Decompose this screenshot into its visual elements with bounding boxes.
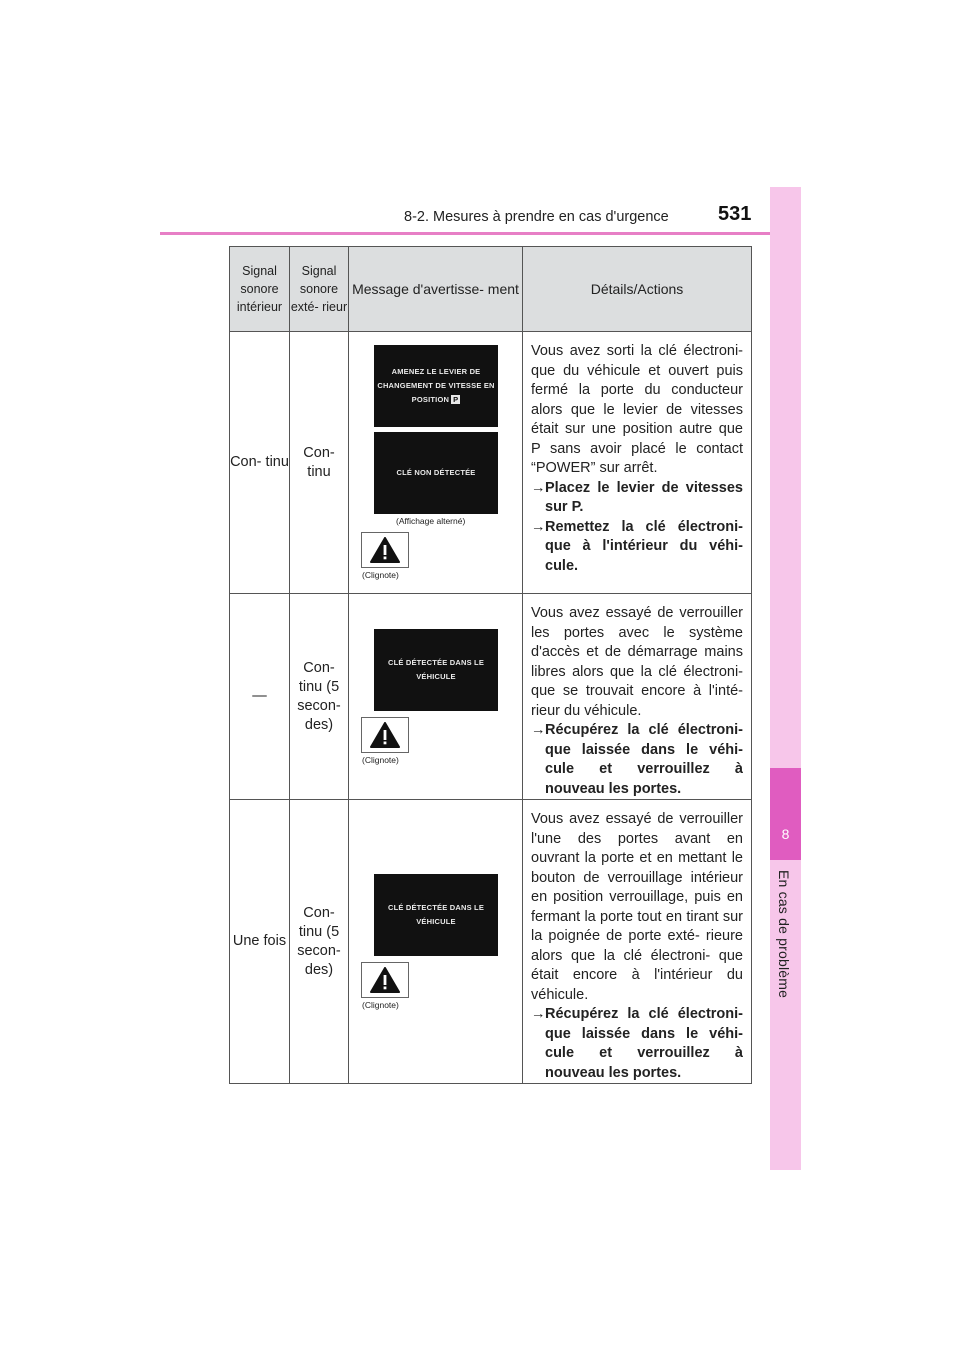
table-row [230, 594, 752, 800]
action-item [531, 479, 743, 518]
display-screen [374, 874, 498, 956]
table-row [230, 332, 752, 594]
page-number: 531 [718, 203, 752, 225]
action-text: Récupérez la clé électroni- que laissée dans le véhi- cule et verrouillez à nouveau les portes. [545, 1006, 743, 1081]
interior-beep: Con- tinu [230, 332, 290, 594]
chapter-side-tab [770, 187, 801, 1170]
col-header-details: Détails/Actions [523, 247, 752, 332]
blink-caption: (Clignote) [362, 999, 399, 1010]
detail-text: Vous avez essayé de verrouiller l'une des portes avant en ouvrant la porte et en mettant le bouton de verrouillage intérieur en position verrouillage, puis en fermant la porte tout en tirant sur la poignée de porte exté- rieure alors que la clé électroni- que était encore à l'intérieur du véhicule. [531, 811, 743, 1003]
arrow-icon: → [531, 479, 546, 496]
action-item [531, 1005, 743, 1083]
blink-caption: (Clignote) [362, 754, 399, 765]
display-screen [374, 629, 498, 711]
display-screen [374, 345, 498, 427]
details-cell [523, 332, 752, 594]
col-header-exterior: Signal sonore exté- rieur [290, 247, 349, 332]
warning-message-cell [349, 800, 523, 1084]
blink-caption: (Clignote) [362, 570, 399, 580]
screen-line: CLÉ NON DÉTECTÉE [396, 468, 476, 477]
warning-triangle-icon [361, 717, 409, 753]
chapter-label: En cas de problème [776, 870, 792, 999]
screen-line: CLÉ DÉTECTÉE DANS LE [387, 657, 485, 667]
p-position-badge: P [453, 395, 459, 404]
detail-text: Vous avez sorti la clé électroni- que du véhicule et ouvert puis fermé la porte du conducteur alors que le levier de vitesses était sur une position autre que P sans avoir placé le contact “POWER” sur arrêt. [531, 343, 743, 476]
warning-triangle-icon [361, 962, 409, 998]
action-text: Récupérez la clé électroni- que laissée dans le véhi- cule et verrouillez à nouveau les portes. [545, 722, 743, 797]
table-header-row [230, 247, 752, 332]
details-cell [523, 800, 752, 1084]
screen-line: VÉHICULE [416, 916, 456, 926]
chapter-number: 8 [781, 826, 790, 842]
screen-line: AMENEZ LE LEVIER DE [391, 367, 481, 376]
header-rule [160, 232, 800, 235]
warning-message-cell [349, 594, 523, 800]
details-cell [523, 594, 752, 800]
interior-beep: Une fois [230, 800, 290, 1084]
action-item [531, 518, 743, 577]
interior-beep: — [230, 594, 290, 800]
detail-text: Vous avez essayé de verrouiller les portes avec le système d'accès et de démarrage mains libres alors que la clé électroni- que se trouvait encore à l'inté- rieur du véhicule. [531, 605, 743, 719]
screen-line: POSITION [411, 395, 450, 404]
exterior-beep: Con- tinu [290, 332, 349, 594]
table-row [230, 800, 752, 1084]
section-title: 8-2. Mesures à prendre en cas d'urgence [404, 209, 669, 225]
warning-message-cell [349, 332, 523, 594]
arrow-icon: → [531, 518, 546, 535]
action-item [531, 721, 743, 799]
exterior-beep: Con- tinu (5 secon- des) [290, 800, 349, 1084]
alternating-caption: (Affichage alterné) [396, 516, 466, 526]
col-header-interior: Signal sonore intérieur [230, 247, 290, 332]
warning-triangle-icon [361, 532, 409, 568]
screen-line: CLÉ DÉTECTÉE DANS LE [387, 902, 485, 912]
screen-line: CHANGEMENT DE VITESSE EN [377, 381, 495, 390]
col-header-message: Message d'avertisse- ment [349, 247, 523, 332]
exterior-beep: Con- tinu (5 secon- des) [290, 594, 349, 800]
screen-line: VÉHICULE [416, 671, 456, 681]
chapter-side-tab-marker [770, 768, 801, 860]
arrow-icon: → [531, 1006, 546, 1022]
action-text: Remettez la clé électroni- que à l'intérieur du véhi- cule. [545, 518, 743, 574]
warning-table [229, 246, 752, 1084]
arrow-icon: → [531, 722, 546, 738]
display-screen [374, 432, 498, 514]
action-text: Placez le levier de vitesses sur P. [545, 479, 743, 515]
